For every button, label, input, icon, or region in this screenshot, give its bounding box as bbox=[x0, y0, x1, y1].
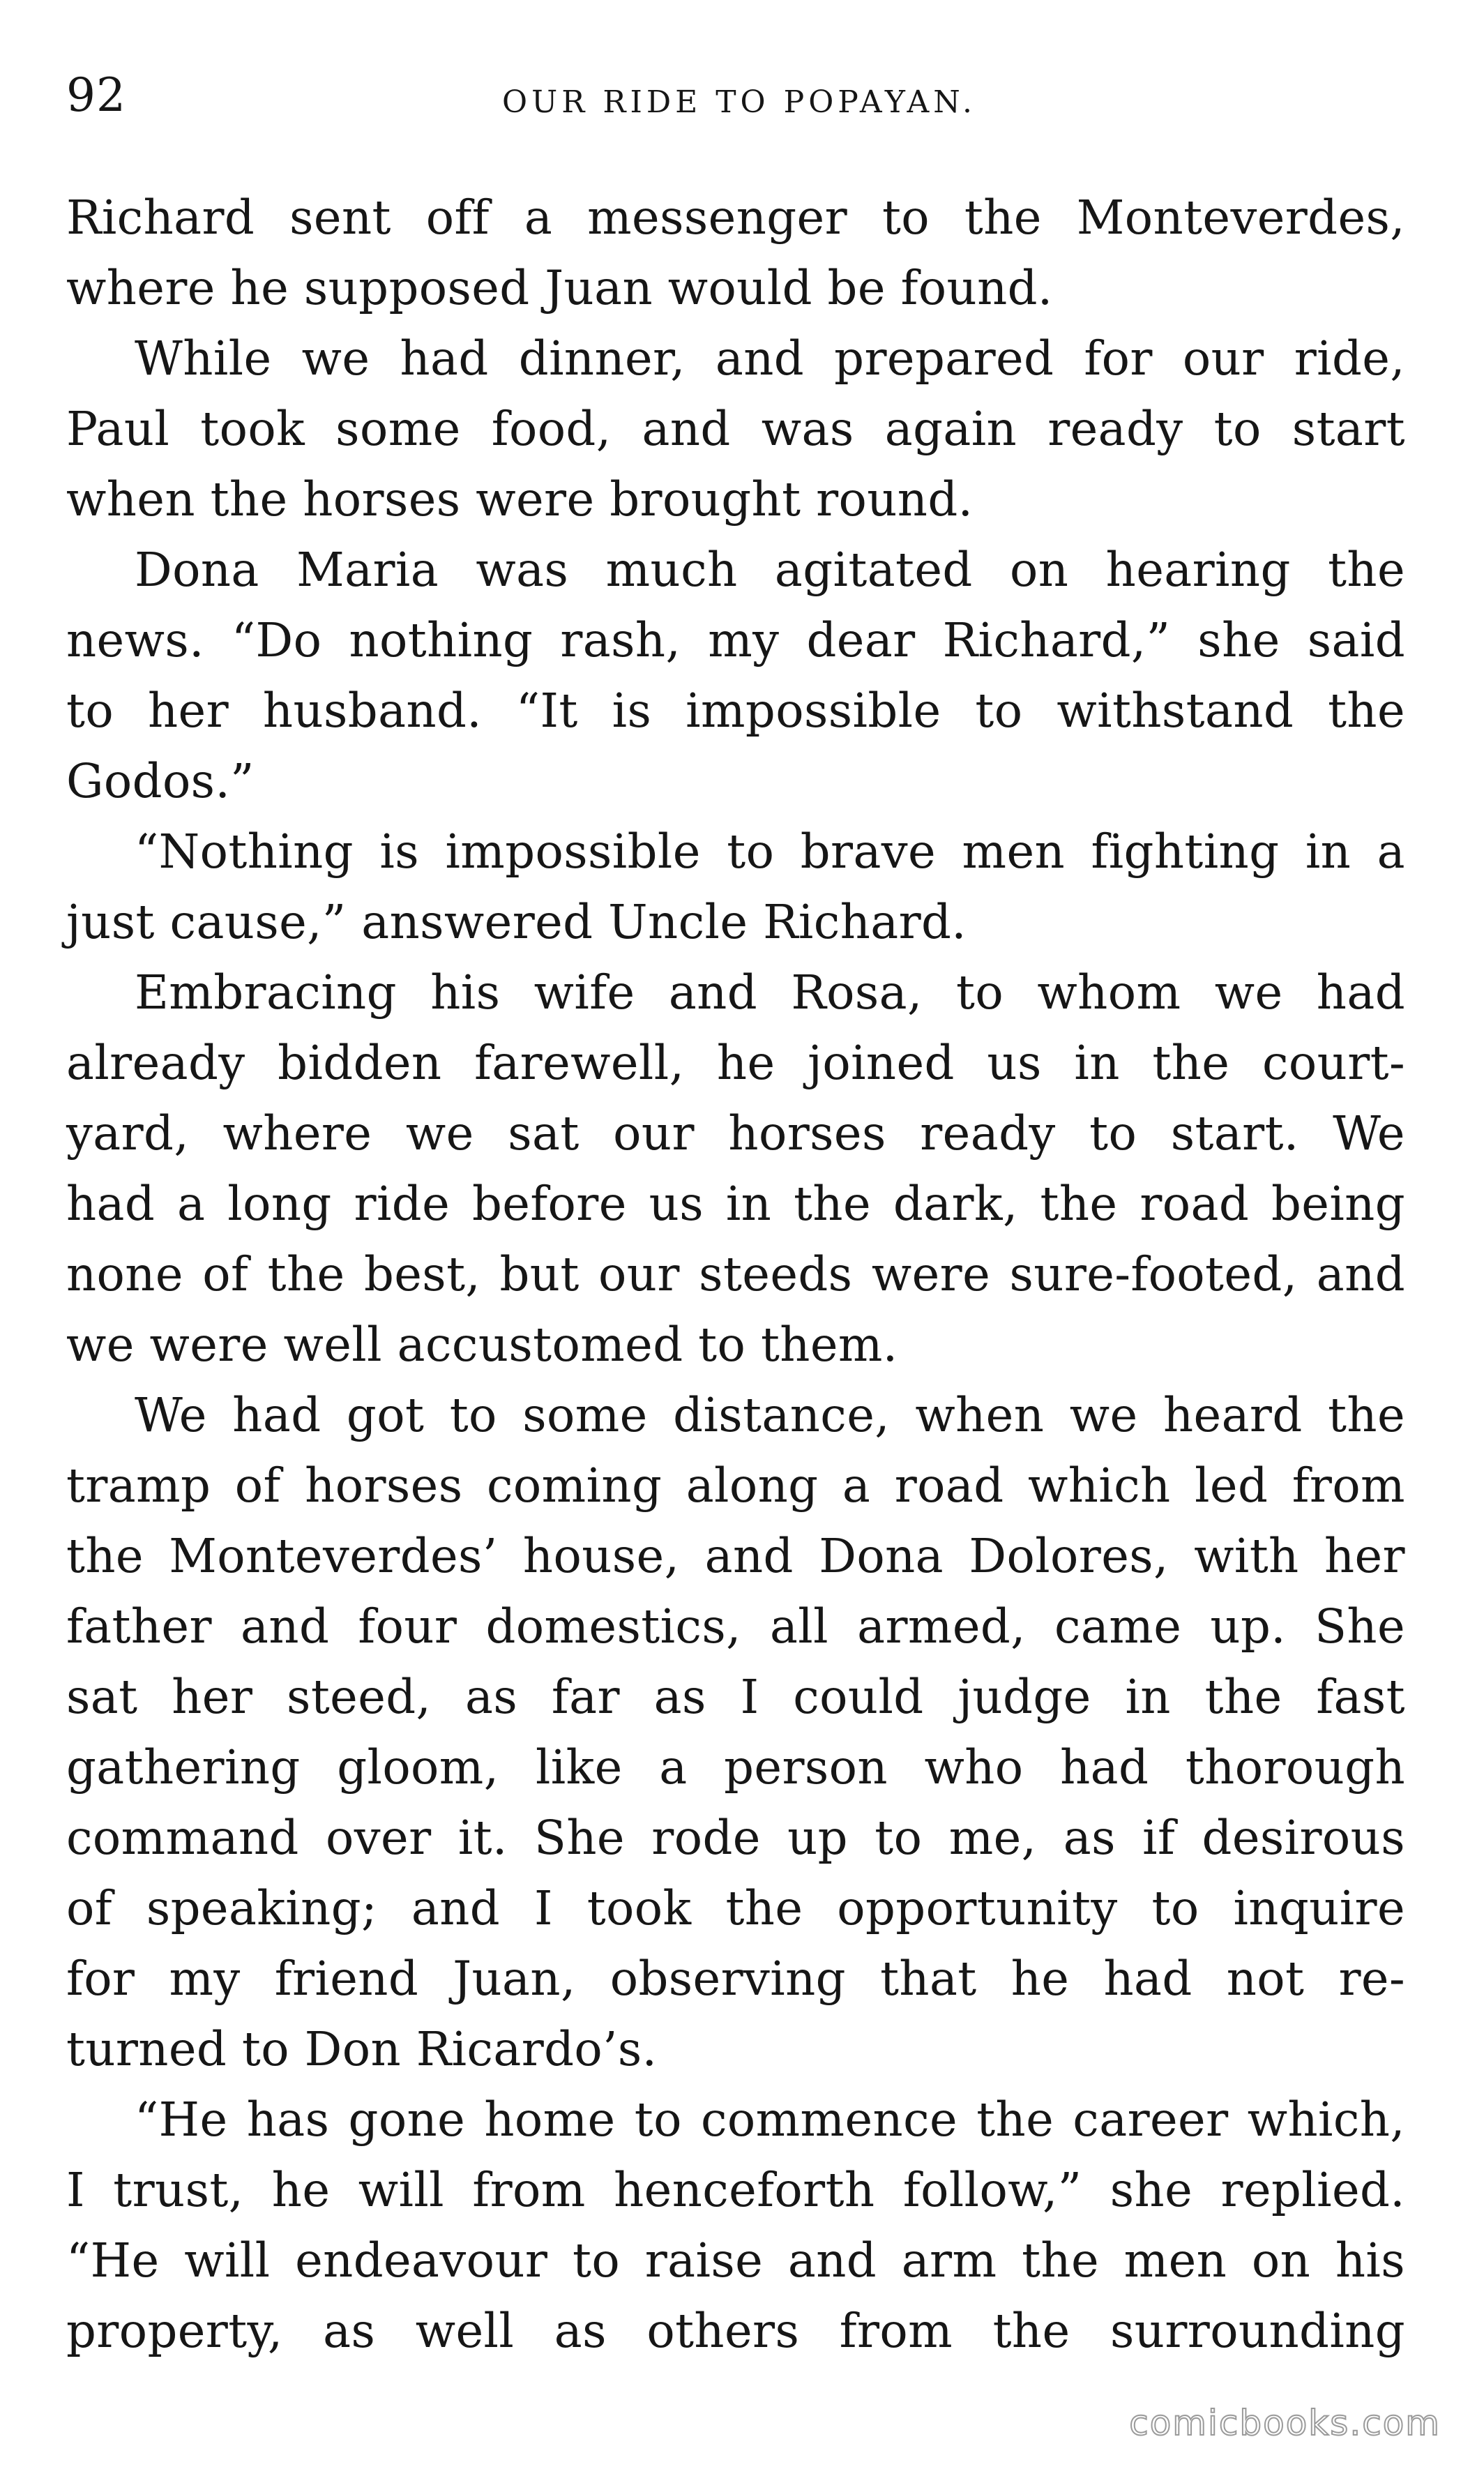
watermark: comicbooks.com bbox=[1129, 2403, 1441, 2443]
text-line: yard, where we sat our horses ready to start. We bbox=[66, 1106, 1405, 1161]
text-line: tramp of horses coming along a road which led from bbox=[66, 1458, 1405, 1513]
text-line: for my friend Juan, observing that he had not re- bbox=[66, 1952, 1405, 2006]
text-line: I trust, he will from henceforth follow,” she replied. bbox=[66, 2163, 1405, 2217]
page-header bbox=[66, 64, 1412, 127]
text-line: just cause,” answered Uncle Richard. bbox=[66, 895, 967, 949]
text-line: had a long ride before us in the dark, the road being bbox=[66, 1177, 1405, 1231]
running-title: OUR RIDE TO POPAYAN. bbox=[502, 84, 976, 120]
text-line: command over it. She rode up to me, as if desirous bbox=[66, 1811, 1405, 1865]
text-line: “He has gone home to commence the career which, bbox=[135, 2092, 1405, 2147]
text-line: gathering gloom, like a person who had thorough bbox=[66, 1740, 1405, 1795]
text-line: sat her steed, as far as I could judge in the fast bbox=[66, 1670, 1405, 1724]
text-line: the Monteverdes’ house, and Dona Dolores, with her bbox=[66, 1529, 1405, 1583]
text-line: Richard sent off a messenger to the Monteverdes, bbox=[66, 190, 1405, 245]
text-line: of speaking; and I took the opportunity to inquire bbox=[66, 1881, 1405, 1935]
text-line: to her husband. “It is impossible to withstand the bbox=[66, 684, 1405, 738]
text-line: where he supposed Juan would be found. bbox=[66, 261, 1053, 315]
text-line: we were well accustomed to them. bbox=[66, 1318, 898, 1372]
text-line: Embracing his wife and Rosa, to whom we had bbox=[135, 965, 1405, 1020]
text-line: While we had dinner, and prepared for our ride, bbox=[135, 331, 1405, 386]
text-line: news. “Do nothing rash, my dear Richard,” she said bbox=[66, 613, 1405, 667]
text-line: none of the best, but our steeds were sure-footed, and bbox=[66, 1247, 1405, 1301]
page-number: 92 bbox=[66, 68, 126, 122]
text-line: “Nothing is impossible to brave men fighting in a bbox=[135, 824, 1405, 879]
text-line: Godos.” bbox=[66, 754, 255, 808]
text-line: property, as well as others from the surrounding bbox=[66, 2304, 1405, 2358]
body-text bbox=[66, 183, 1405, 2367]
text-line: when the horses were brought round. bbox=[66, 472, 974, 527]
text-line: Paul took some food, and was again ready to start bbox=[66, 402, 1405, 456]
text-line: turned to Don Ricardo’s. bbox=[66, 2022, 658, 2076]
text-line: We had got to some distance, when we heard the bbox=[135, 1388, 1405, 1442]
text-line: already bidden farewell, he joined us in the court- bbox=[66, 1036, 1405, 1090]
text-line: Dona Maria was much agitated on hearing the bbox=[135, 543, 1405, 597]
text-line: “He will endeavour to raise and arm the men on his bbox=[66, 2233, 1405, 2288]
text-line: father and four domestics, all armed, came up. She bbox=[66, 1599, 1405, 1654]
